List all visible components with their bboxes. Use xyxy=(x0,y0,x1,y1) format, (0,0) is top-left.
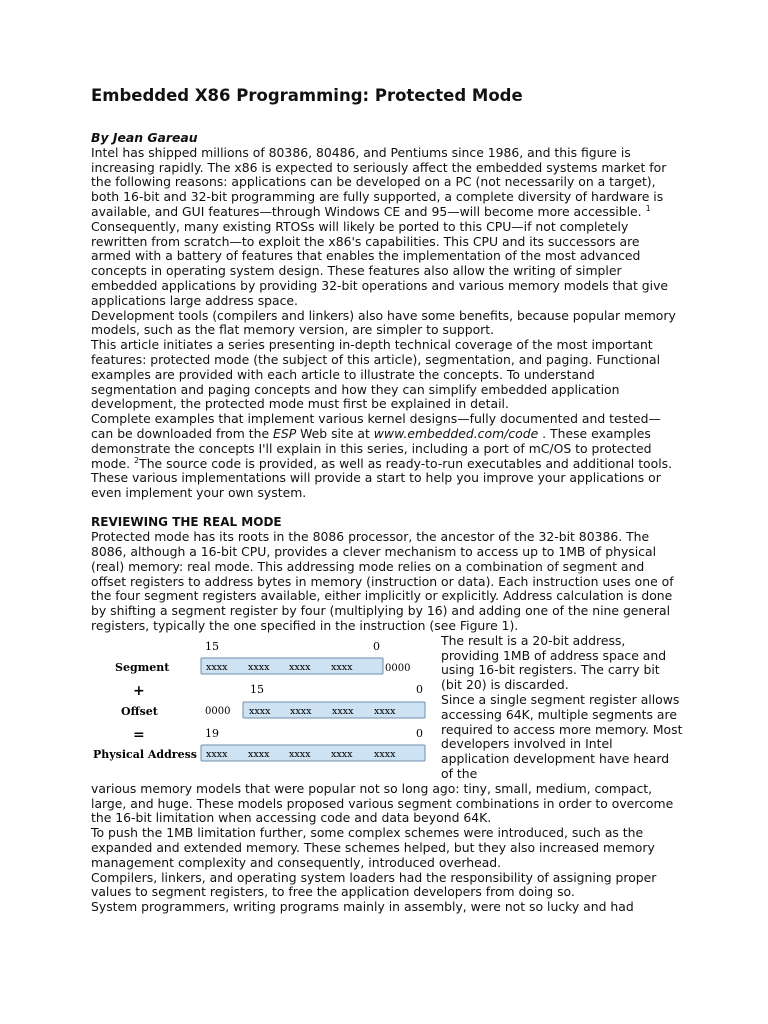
footnote-ref-1: 1 xyxy=(645,203,651,213)
offset-bit-low: 0 xyxy=(416,682,423,696)
figure-side-text xyxy=(441,634,683,782)
paragraph-8-continued: various memory models that were popular not so long ago: tiny, small, medium, compact, large, and huge. These models proposed various segment combinations in order to overcome the 16-bit limitation when accessing code and data beyond 64K. xyxy=(91,780,674,826)
author-byline: By Jean Gareau xyxy=(91,130,198,145)
physical-cell-1: xxxx xyxy=(206,748,228,760)
offset-bit-high: 15 xyxy=(250,682,264,696)
offset-cell-2: xxxx xyxy=(290,705,312,717)
offset-label: Offset xyxy=(121,704,158,718)
paragraph-9: To push the 1MB limitation further, some complex schemes were introduced, such as the expanded and extended memory. These schemes helped, but they also increased memory management complexity and consequently, introduced overhead. xyxy=(91,825,655,870)
physical-bit-low: 0 xyxy=(416,726,423,740)
paragraph-3: Development tools (compilers and linkers) also have some benefits, because popular memory models, such as the flat memory version, are simpler to support. xyxy=(91,307,676,338)
plus-sign: + xyxy=(133,682,145,699)
paragraph-11: System programmers, writing programs mainly in assembly, were not so lucky and had xyxy=(91,899,634,915)
footnote-ref-2: 2 xyxy=(134,455,140,465)
paragraph-7: The result is a 20-bit address, providing 1MB of address space and using 16-bit registers. The carry bit (bit 20) is discarded. xyxy=(441,632,667,693)
paragraph-8-side: Since a single segment register allows accessing 64K, multiple segments are required to access more memory. Most developers involved in Intel application development have heard of the xyxy=(441,691,683,781)
segment-cell-3: xxxx xyxy=(289,661,311,673)
segment-cell-1: xxxx xyxy=(206,661,228,673)
offset-prefix: 0000 xyxy=(205,705,231,717)
paragraph-6: Protected mode has its roots in the 8086 processor, the ancestor of the 32-bit 80386. The 8086, although a 16-bit CPU, provides a clever mechanism to access up to 1MB of physical (real) memory: real mode. This addressing mode relies on a combination of segment and offset registers to address bytes in memory (instruction or data). Each instruction uses one of the four segment registers available, either implicitly or explicitly. Address calculation is done by shifting a segment register by four (multiplying by 16) and adding one of the nine general registers, typically the one specified in the instruction (see Figure 1). xyxy=(91,529,674,633)
paragraph-5-text-d: The source code is provided, as well as ready-to-run executables and additional tools. These various implementations will provide a start to help you improve your applications or even implement your own system. xyxy=(91,455,673,501)
paragraph-1 xyxy=(91,146,681,220)
physical-address-label: Physical Address xyxy=(93,747,197,761)
segment-suffix: 0000 xyxy=(385,662,411,674)
figure-1-address-calculation xyxy=(91,638,431,773)
offset-cell-1: xxxx xyxy=(249,705,271,717)
segment-label: Segment xyxy=(115,660,170,674)
physical-bit-high: 19 xyxy=(205,726,219,740)
physical-cell-4: xxxx xyxy=(331,748,353,760)
equals-sign: = xyxy=(133,726,145,743)
article xyxy=(91,84,681,915)
segment-cell-2: xxxx xyxy=(248,661,270,673)
offset-cell-3: xxxx xyxy=(332,705,354,717)
paragraph-5-text-b: Web site at xyxy=(296,425,374,441)
offset-cell-4: xxxx xyxy=(374,705,396,717)
esp-magazine-name: ESP xyxy=(273,425,297,441)
paragraph-10: Compilers, linkers, and operating system loaders had the responsibility of assigning proper values to segment registers, to free the application developers from doing so. xyxy=(91,869,657,900)
paragraph-2: Consequently, many existing RTOSs will likely be ported to this CPU—if not completely rewritten from scratch—to exploit the x86's capabilities. This CPU and its successors are armed with a battery of features that enables the implementation of the most advanced concepts in operating system design. These features also allow the writing of simpler embedded applications by providing 32-bit operations and various memory models that give applications large address space. xyxy=(91,218,669,308)
paragraph-4: This article initiates a series presenting in-depth technical coverage of the most important features: protected mode (the subject of this article), segmentation, and paging. Functional examples are provided with each article to illustrate the concepts. To understand segmentation and paging concepts and how they can simplify embedded application development, the protected mode must first be explained in detail. xyxy=(91,337,661,412)
segment-bit-low: 0 xyxy=(373,639,380,653)
paragraph-5-text-c: . These examples demonstrate the concepts I'll explain in this series, including a port of mC/OS to protected mode. xyxy=(91,425,652,471)
figure-row xyxy=(91,634,681,782)
paragraph-1-text: Intel has shipped millions of 80386, 80486, and Pentiums since 1986, and this figure is increasing rapidly. The x86 is expected to seriously affect the embedded systems market for the following reasons: applications can be developed on a PC (not necessarily on a target), both 16-bit and 32-bit programming are fully supported, a complete diversity of hardware is available, and GUI features—through Windows CE and 95—will become more accessible. xyxy=(91,144,667,219)
segment-cell-4: xxxx xyxy=(331,661,353,673)
section-heading: REVIEWING THE REAL MODE xyxy=(91,515,282,530)
physical-cell-2: xxxx xyxy=(248,748,270,760)
physical-cell-3: xxxx xyxy=(289,748,311,760)
paragraph-5-text-a: Complete examples that implement various kernel designs—fully documented and tested—can be downloaded from the xyxy=(91,411,661,441)
physical-cell-5: xxxx xyxy=(374,748,396,760)
segment-bit-high: 15 xyxy=(205,639,219,653)
download-url-link[interactable]: www.embedded.com/code xyxy=(373,425,539,441)
paragraph-5 xyxy=(91,412,681,501)
article-title: Embedded X86 Programming: Protected Mode xyxy=(91,86,523,105)
